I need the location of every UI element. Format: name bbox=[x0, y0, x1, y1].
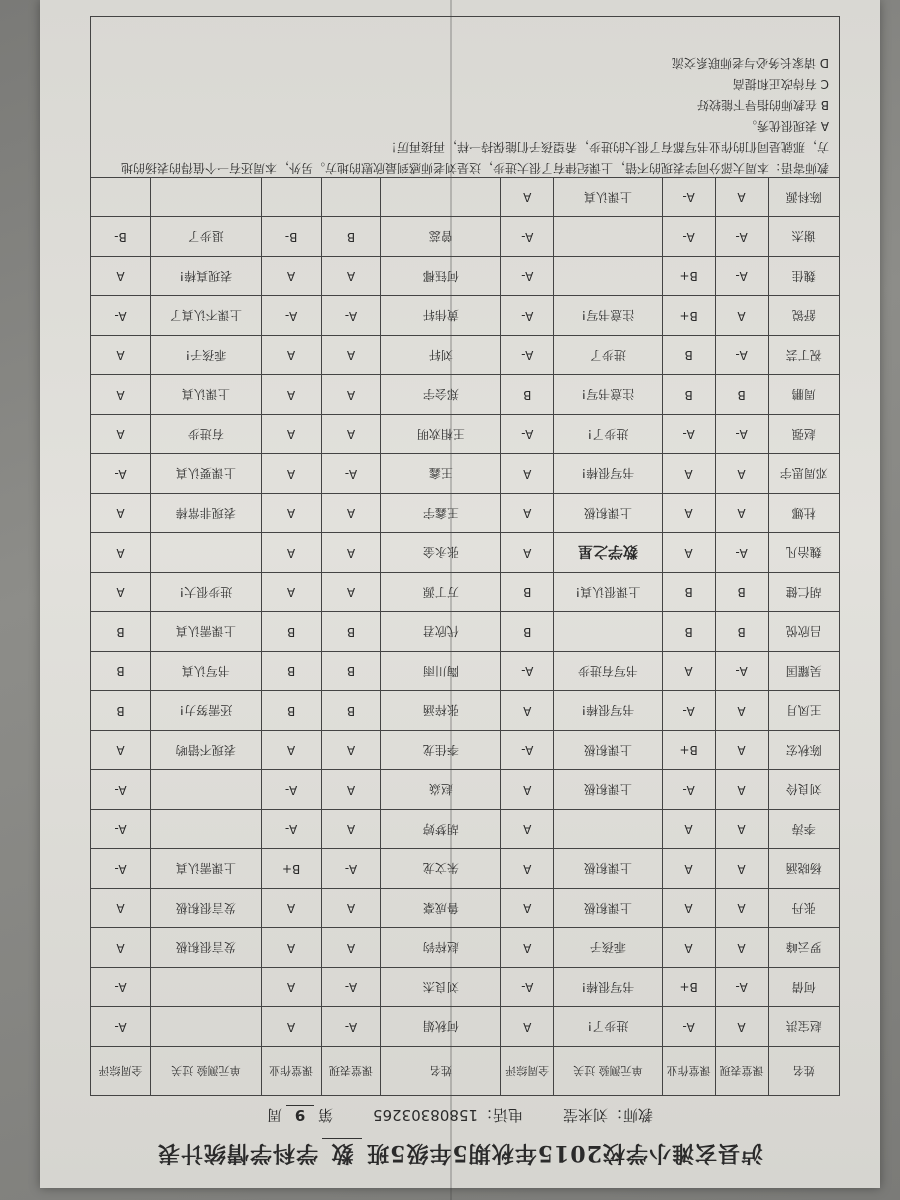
cell-grade-right-1: A bbox=[321, 375, 381, 415]
cell-name-left: 罗云峰 bbox=[768, 928, 839, 968]
cell-comment-right: 表现不错哟 bbox=[151, 731, 262, 771]
header-classwork-left: 课堂作业 bbox=[662, 1047, 715, 1096]
cell-comment-left: 上课很认真! bbox=[554, 573, 662, 613]
cell-grade-right-2: B- bbox=[261, 217, 321, 257]
notes-legend-d: D 请家长务必与老师联系交流 bbox=[671, 56, 829, 70]
phone-label: 电话： bbox=[477, 1106, 523, 1124]
cell-weekly-left: A bbox=[501, 691, 554, 731]
cell-comment-left: 上课积极 bbox=[554, 731, 662, 771]
grade-suffix: 年级 bbox=[405, 1140, 452, 1166]
cell-comment-right bbox=[151, 1007, 262, 1047]
cell-grade-right-2: A bbox=[261, 928, 321, 968]
cell-weekly-left: A bbox=[501, 928, 554, 968]
cell-weekly-left: A- bbox=[501, 257, 554, 297]
table-row bbox=[91, 217, 840, 257]
header-unit-test-left: 单元测验 过关 bbox=[554, 1047, 662, 1096]
cell-weekly-left: A bbox=[501, 533, 554, 573]
cell-comment-left: 书写很棒! bbox=[554, 968, 662, 1008]
sheet-subtitle bbox=[80, 1105, 840, 1126]
cell-weekly-left: A bbox=[501, 1007, 554, 1047]
cell-grade-left-1: A bbox=[715, 494, 768, 534]
cell-name-left: 吴耀国 bbox=[768, 652, 839, 692]
cell-comment-right: 有进步 bbox=[151, 415, 262, 455]
cell-grade-left-2: A- bbox=[662, 770, 715, 810]
cell-weekly-left: A bbox=[501, 889, 554, 929]
cell-grade-left-2: A bbox=[662, 652, 715, 692]
table-row bbox=[91, 968, 840, 1008]
table-row bbox=[91, 336, 840, 376]
cell-grade-right-2: A- bbox=[261, 296, 321, 336]
cell-comment-right: 上课需认真 bbox=[151, 612, 262, 652]
teacher-notes bbox=[90, 16, 840, 184]
cell-grade-left-2: B+ bbox=[662, 296, 715, 336]
cell-grade-left-2: A- bbox=[662, 691, 715, 731]
cell-grade-left-1: A bbox=[715, 849, 768, 889]
table-row bbox=[91, 770, 840, 810]
subject-blank: 数 bbox=[322, 1138, 362, 1170]
cell-weekly-right: A- bbox=[91, 1007, 151, 1047]
cell-name-left: 陈科源 bbox=[768, 178, 839, 218]
cell-comment-right bbox=[151, 770, 262, 810]
cell-weekly-left: A- bbox=[501, 652, 554, 692]
sheet-title bbox=[80, 1138, 840, 1170]
cell-grade-right-2: B bbox=[261, 652, 321, 692]
cell-weekly-left: B bbox=[501, 375, 554, 415]
cell-name-right: 陶川雨 bbox=[381, 652, 501, 692]
cell-weekly-left: A bbox=[501, 810, 554, 850]
notes-legend-b: B 在教师的指导下能较好 bbox=[696, 98, 829, 112]
table-row bbox=[91, 731, 840, 771]
cell-comment-right bbox=[151, 810, 262, 850]
cell-grade-left-2: B+ bbox=[662, 731, 715, 771]
cell-comment-left: 书写很棒! bbox=[554, 691, 662, 731]
cell-grade-left-1: A bbox=[715, 770, 768, 810]
cell-grade-right-1: A bbox=[321, 415, 381, 455]
worksheet-paper bbox=[40, 0, 880, 1188]
cell-comment-left: 乖孩子 bbox=[554, 928, 662, 968]
cell-name-left: 杜娜 bbox=[768, 494, 839, 534]
cell-weekly-right: A bbox=[91, 533, 151, 573]
table-row bbox=[91, 257, 840, 297]
class-suffix: 班 bbox=[366, 1140, 390, 1166]
cell-grade-left-2: A- bbox=[662, 217, 715, 257]
cell-name-right: 刘轩 bbox=[381, 336, 501, 376]
table-row bbox=[91, 612, 840, 652]
cell-weekly-left: A- bbox=[501, 415, 554, 455]
cell-name-left: 赵强 bbox=[768, 415, 839, 455]
cell-comment-right: 发言很积极 bbox=[151, 928, 262, 968]
cell-weekly-left: A bbox=[501, 454, 554, 494]
cell-grade-left-1: A bbox=[715, 296, 768, 336]
header-row bbox=[91, 1047, 840, 1096]
cell-grade-left-1: A bbox=[715, 889, 768, 929]
cell-grade-left-1: B bbox=[715, 612, 768, 652]
cell-grade-right-1: A bbox=[321, 928, 381, 968]
cell-weekly-right: B bbox=[91, 691, 151, 731]
cell-grade-right-2: A bbox=[261, 336, 321, 376]
cell-comment-right bbox=[151, 533, 262, 573]
cell-name-left: 吕欣悦 bbox=[768, 612, 839, 652]
cell-weekly-left: A bbox=[501, 178, 554, 218]
cell-grade-right-1: B bbox=[321, 217, 381, 257]
cell-name-right: 王鑫宇 bbox=[381, 494, 501, 534]
cell-comment-left: 书写很棒! bbox=[554, 454, 662, 494]
table-row bbox=[91, 415, 840, 455]
cell-grade-left-2: A bbox=[662, 810, 715, 850]
cell-comment-left: 书写有进步 bbox=[554, 652, 662, 692]
cell-name-right: 赵焱 bbox=[381, 770, 501, 810]
header-name-right: 姓名 bbox=[381, 1047, 501, 1096]
cell-name-left: 何倩 bbox=[768, 968, 839, 1008]
cell-grade-left-1: A bbox=[715, 810, 768, 850]
cell-grade-right-1: A- bbox=[321, 968, 381, 1008]
cell-grade-left-2: B bbox=[662, 612, 715, 652]
cell-grade-right-1: A bbox=[321, 770, 381, 810]
cell-grade-right-1: A- bbox=[321, 296, 381, 336]
cell-grade-left-2: B bbox=[662, 573, 715, 613]
cell-grade-left-2: A bbox=[662, 494, 715, 534]
cell-grade-right-1: A- bbox=[321, 849, 381, 889]
cell-grade-right-1: B bbox=[321, 691, 381, 731]
cell-weekly-right: A- bbox=[91, 968, 151, 1008]
cell-weekly-right: A bbox=[91, 415, 151, 455]
cell-comment-left: 上课积极 bbox=[554, 889, 662, 929]
cell-grade-right-1: A bbox=[321, 573, 381, 613]
cell-weekly-right: B bbox=[91, 612, 151, 652]
cell-weekly-left: A- bbox=[501, 296, 554, 336]
cell-comment-right: 乖孩子! bbox=[151, 336, 262, 376]
cell-weekly-left: A bbox=[501, 494, 554, 534]
cell-comment-right: 表现真棒! bbox=[151, 257, 262, 297]
cell-name-left: 胡仁健 bbox=[768, 573, 839, 613]
cell-name-right: 郑会宇 bbox=[381, 375, 501, 415]
cell-grade-right-2: A bbox=[261, 573, 321, 613]
cell-name-right: 王相欢明 bbox=[381, 415, 501, 455]
table-row bbox=[91, 296, 840, 336]
cell-comment-right: 上课需认真 bbox=[151, 849, 262, 889]
cell-grade-right-1: A bbox=[321, 810, 381, 850]
grade-number: 5 bbox=[451, 1140, 468, 1166]
cell-comment-left bbox=[554, 810, 662, 850]
cell-grade-left-1: A- bbox=[715, 217, 768, 257]
cell-grade-right-1: A bbox=[321, 336, 381, 376]
cell-grade-right-2: A- bbox=[261, 810, 321, 850]
cell-name-left: 魏治凡 bbox=[768, 533, 839, 573]
cell-grade-left-1: A bbox=[715, 1007, 768, 1047]
cell-grade-right-2: A bbox=[261, 1007, 321, 1047]
cell-grade-left-2: A- bbox=[662, 1007, 715, 1047]
grades-table bbox=[90, 177, 840, 1096]
cell-weekly-right: A bbox=[91, 494, 151, 534]
cell-weekly-right: A- bbox=[91, 454, 151, 494]
cell-comment-right: 进步很大! bbox=[151, 573, 262, 613]
cell-grade-left-1: A bbox=[715, 178, 768, 218]
cell-grade-left-1: A bbox=[715, 731, 768, 771]
cell-grade-left-2: B bbox=[662, 336, 715, 376]
cell-weekly-left: A- bbox=[501, 968, 554, 1008]
cell-name-left: 张丹 bbox=[768, 889, 839, 929]
cell-grade-right-1: B bbox=[321, 652, 381, 692]
cell-name-right: 朱文龙 bbox=[381, 849, 501, 889]
cell-name-right: 黄伟轩 bbox=[381, 296, 501, 336]
cell-name-left: 邓周思宇 bbox=[768, 454, 839, 494]
cell-comment-right: 发言很积极 bbox=[151, 889, 262, 929]
cell-grade-left-1: A- bbox=[715, 968, 768, 1008]
table-row bbox=[91, 573, 840, 613]
cell-name-right: 何钰椰 bbox=[381, 257, 501, 297]
cell-name-right: 代欣君 bbox=[381, 612, 501, 652]
cell-grade-left-1: A bbox=[715, 691, 768, 731]
cell-name-right: 万丁源 bbox=[381, 573, 501, 613]
cell-comment-left: 进步了 bbox=[554, 336, 662, 376]
cell-grade-left-2: B+ bbox=[662, 257, 715, 297]
cell-grade-right-2: B bbox=[261, 612, 321, 652]
cell-grade-left-1: A- bbox=[715, 652, 768, 692]
cell-grade-right-2: B+ bbox=[261, 849, 321, 889]
phone-info bbox=[373, 1105, 523, 1126]
cell-comment-right: 还需努力! bbox=[151, 691, 262, 731]
table-header bbox=[91, 1047, 840, 1096]
cell-name-left: 祝丁芸 bbox=[768, 336, 839, 376]
cell-weekly-right: A bbox=[91, 731, 151, 771]
cell-grade-right-2: A bbox=[261, 494, 321, 534]
week-suffix: 周 bbox=[266, 1106, 282, 1124]
table-row bbox=[91, 375, 840, 415]
phone-number: 15808303265 bbox=[373, 1106, 478, 1124]
cell-grade-left-2: A bbox=[662, 928, 715, 968]
cell-name-left: 周鹏 bbox=[768, 375, 839, 415]
table-row bbox=[91, 810, 840, 850]
cell-grade-left-2: A- bbox=[662, 415, 715, 455]
cell-weekly-right: A bbox=[91, 257, 151, 297]
cell-grade-right-2: A bbox=[261, 257, 321, 297]
class-number: 5 bbox=[389, 1140, 406, 1166]
cell-weekly-left: A- bbox=[501, 336, 554, 376]
table-row bbox=[91, 494, 840, 534]
cell-grade-left-2: B+ bbox=[662, 968, 715, 1008]
cell-grade-left-2: A bbox=[662, 849, 715, 889]
cell-weekly-right: A bbox=[91, 573, 151, 613]
cell-name-left: 李涛 bbox=[768, 810, 839, 850]
cell-weekly-left: A bbox=[501, 849, 554, 889]
cell-weekly-right: A bbox=[91, 336, 151, 376]
cell-comment-left: 上课积极 bbox=[554, 770, 662, 810]
cell-grade-right-1: B bbox=[321, 612, 381, 652]
cell-name-right: 何秋娟 bbox=[381, 1007, 501, 1047]
cell-weekly-right: A- bbox=[91, 296, 151, 336]
cell-name-left: 王凤月 bbox=[768, 691, 839, 731]
cell-weekly-left: B bbox=[501, 573, 554, 613]
cell-name-right: 李佳龙 bbox=[381, 731, 501, 771]
cell-weekly-left: A- bbox=[501, 217, 554, 257]
teacher-label: 教师： bbox=[608, 1106, 654, 1124]
title-prefix: 泸县玄滩小学校2015年秋期 bbox=[467, 1140, 763, 1166]
cell-name-left: 杨晓涵 bbox=[768, 849, 839, 889]
cell-grade-right-1: A bbox=[321, 731, 381, 771]
cell-comment-left: 数学之星 bbox=[554, 533, 662, 573]
cell-name-right: 赵梓钧 bbox=[381, 928, 501, 968]
cell-grade-right-1: A- bbox=[321, 1007, 381, 1047]
cell-name-right: 胡梦婷 bbox=[381, 810, 501, 850]
cell-grade-left-2: A bbox=[662, 533, 715, 573]
table-row bbox=[91, 849, 840, 889]
cell-name-right: 王鑫 bbox=[381, 454, 501, 494]
cell-comment-left: 注意书写! bbox=[554, 375, 662, 415]
cell-grade-right-1: A- bbox=[321, 454, 381, 494]
cell-comment-left: 进步了! bbox=[554, 1007, 662, 1047]
cell-grade-left-1: A- bbox=[715, 415, 768, 455]
cell-grade-left-2: A- bbox=[662, 178, 715, 218]
cell-comment-right: 上课要认真 bbox=[151, 454, 262, 494]
cell-weekly-right: A- bbox=[91, 810, 151, 850]
cell-grade-left-2: A bbox=[662, 454, 715, 494]
header-class-performance-right: 课堂表现 bbox=[321, 1047, 381, 1096]
cell-weekly-right: B- bbox=[91, 217, 151, 257]
table-row bbox=[91, 454, 840, 494]
cell-name-right: 刘良杰 bbox=[381, 968, 501, 1008]
cell-grade-right-2: A bbox=[261, 968, 321, 1008]
cell-weekly-left: B bbox=[501, 612, 554, 652]
cell-name-right: 张梓涵 bbox=[381, 691, 501, 731]
cell-weekly-right: A- bbox=[91, 849, 151, 889]
cell-grade-right-2: A bbox=[261, 454, 321, 494]
notes-intro: 教师寄语：本周大部分同学表现的不错，上课纪律有了很大进步，这是刘老师感到最欣慰的地方。另外，本周还有一个值得的表扬的地方，那就是同们的作业书写都有了很大的进步，希望孩子们能保持一样，再接再厉！ bbox=[120, 140, 829, 175]
table-row bbox=[91, 1007, 840, 1047]
cell-comment-right bbox=[151, 968, 262, 1008]
cell-grade-right-2: A bbox=[261, 415, 321, 455]
header-name-left: 姓名 bbox=[768, 1047, 839, 1096]
cell-comment-left: 上课积极 bbox=[554, 849, 662, 889]
header-classwork-right: 课堂作业 bbox=[261, 1047, 321, 1096]
cell-name-left: 谢杰 bbox=[768, 217, 839, 257]
cell-comment-left bbox=[554, 257, 662, 297]
table-row bbox=[91, 691, 840, 731]
title-suffix: 学科学情统计表 bbox=[157, 1140, 319, 1166]
header-unit-test-right: 单元测验 过关 bbox=[151, 1047, 262, 1096]
cell-grade-left-1: A bbox=[715, 454, 768, 494]
cell-name-left: 赵宝洪 bbox=[768, 1007, 839, 1047]
cell-weekly-right: A bbox=[91, 889, 151, 929]
cell-comment-right: 退步了 bbox=[151, 217, 262, 257]
header-class-performance-left: 课堂表现 bbox=[715, 1047, 768, 1096]
cell-comment-left bbox=[554, 217, 662, 257]
cell-name-left: 陈秋宏 bbox=[768, 731, 839, 771]
cell-grade-left-1: A- bbox=[715, 336, 768, 376]
table-row bbox=[91, 928, 840, 968]
cell-comment-right: 表现非常棒 bbox=[151, 494, 262, 534]
cell-comment-right: 上课不认真了 bbox=[151, 296, 262, 336]
cell-weekly-right: A bbox=[91, 928, 151, 968]
cell-name-left: 舒锐 bbox=[768, 296, 839, 336]
cell-grade-right-2: B bbox=[261, 691, 321, 731]
cell-name-left: 刘良伶 bbox=[768, 770, 839, 810]
header-weekly-left: 全周综评 bbox=[501, 1047, 554, 1096]
table-row bbox=[91, 889, 840, 929]
cell-grade-right-1: A bbox=[321, 889, 381, 929]
cell-grade-right-1: A bbox=[321, 494, 381, 534]
table-row bbox=[91, 652, 840, 692]
header-weekly-right: 全周综评 bbox=[91, 1047, 151, 1096]
cell-grade-right-2: A bbox=[261, 731, 321, 771]
cell-grade-right-1: A bbox=[321, 533, 381, 573]
teacher-info bbox=[563, 1105, 653, 1126]
cell-name-right: 张永金 bbox=[381, 533, 501, 573]
cell-grade-left-2: A bbox=[662, 889, 715, 929]
week-number: 9 bbox=[286, 1105, 314, 1124]
week-prefix: 第 bbox=[317, 1106, 333, 1124]
cell-name-left: 魏佳 bbox=[768, 257, 839, 297]
cell-comment-left: 上课积极 bbox=[554, 494, 662, 534]
cell-comment-left: 进步了! bbox=[554, 415, 662, 455]
cell-comment-left: 注意书写! bbox=[554, 296, 662, 336]
cell-grade-left-1: B bbox=[715, 375, 768, 415]
cell-weekly-right: A- bbox=[91, 770, 151, 810]
cell-grade-right-2: A- bbox=[261, 770, 321, 810]
teacher-name: 刘来莹 bbox=[563, 1106, 609, 1124]
cell-grade-left-1: A- bbox=[715, 257, 768, 297]
cell-grade-left-1: A bbox=[715, 928, 768, 968]
cell-weekly-right: A bbox=[91, 375, 151, 415]
cell-grade-right-2: A bbox=[261, 889, 321, 929]
worksheet-content bbox=[40, 0, 880, 1188]
cell-name-right: 曾蕊 bbox=[381, 217, 501, 257]
cell-grade-left-1: B bbox=[715, 573, 768, 613]
cell-weekly-left: A- bbox=[501, 731, 554, 771]
cell-weekly-right: B bbox=[91, 652, 151, 692]
cell-comment-right: 上课认真 bbox=[151, 375, 262, 415]
notes-legend-c: C 有待改正和提高 bbox=[732, 77, 829, 91]
cell-grade-right-2: A bbox=[261, 375, 321, 415]
cell-grade-left-1: A- bbox=[715, 533, 768, 573]
cell-name-right: 鲁成豪 bbox=[381, 889, 501, 929]
notes-legend-a: A 表现很优秀。 bbox=[744, 119, 829, 133]
table-row bbox=[91, 533, 840, 573]
cell-grade-right-1: A bbox=[321, 257, 381, 297]
cell-comment-left: 上课认真 bbox=[554, 178, 662, 218]
cell-grade-left-2: B bbox=[662, 375, 715, 415]
cell-comment-right: 书写认真 bbox=[151, 652, 262, 692]
cell-weekly-left: A bbox=[501, 770, 554, 810]
cell-comment-left bbox=[554, 612, 662, 652]
week-info bbox=[267, 1105, 333, 1126]
cell-grade-right-2: A bbox=[261, 533, 321, 573]
table-body bbox=[91, 178, 840, 1047]
